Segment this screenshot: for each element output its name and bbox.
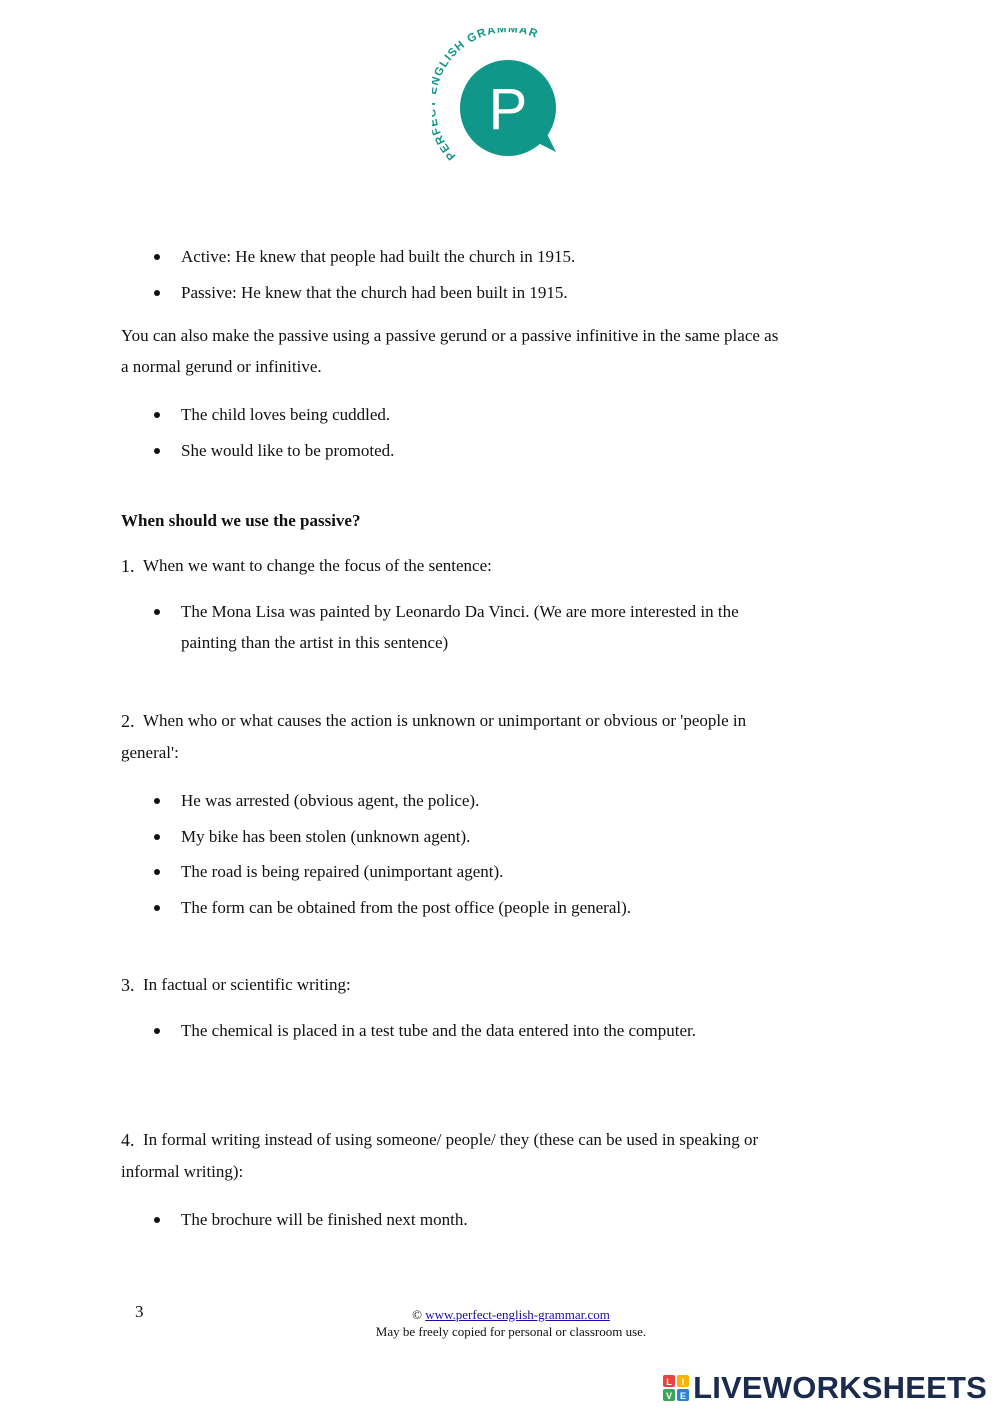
- website-link[interactable]: www.perfect-english-grammar.com: [425, 1307, 610, 1322]
- perfect-english-grammar-logo: [432, 28, 572, 168]
- list-item: The road is being repaired (unimportant agent).: [181, 860, 503, 884]
- liveworksheets-wordmark: LIVEWORKSHEETS: [693, 1370, 987, 1405]
- list-item: Passive: He knew that the church had been built in 1915.: [181, 281, 568, 305]
- footer-copyright: [311, 1306, 711, 1323]
- footer-note: May be freely copied for personal or classroom use.: [375, 1324, 647, 1339]
- svg-text:E: E: [680, 1391, 687, 1401]
- section-text: In formal writing instead of using someone/ people/ they (these can be used in speaking or: [143, 1130, 759, 1149]
- logo-arc-text: PER GLISH GRAMMAR: [432, 28, 541, 163]
- list-item: He was arrested (obvious agent, the police).: [181, 789, 479, 813]
- list-item: She would like to be promoted.: [181, 439, 394, 463]
- section-number: 4.: [121, 1130, 135, 1150]
- svg-text:L: L: [666, 1377, 672, 1387]
- copyright-symbol: ©: [412, 1307, 422, 1322]
- section-text: general':: [121, 743, 179, 762]
- liveworksheets-badge-icon: [663, 1375, 689, 1401]
- section-heading: When should we use the passive?: [121, 511, 361, 530]
- list-item: Active: He knew that people had built the church in 1915.: [181, 245, 575, 269]
- list-item: The child loves being cuddled.: [181, 403, 390, 427]
- svg-text:I: I: [681, 1377, 685, 1387]
- paragraph-line: a normal gerund or infinitive.: [121, 357, 322, 376]
- liveworksheets-watermark: [663, 1370, 987, 1406]
- logo-graphic: [432, 28, 572, 168]
- list-item: The brochure will be finished next month.: [181, 1208, 468, 1232]
- section-number: 1.: [121, 556, 135, 576]
- list-item: My bike has been stolen (unknown agent).: [181, 825, 470, 849]
- section-text: When who or what causes the action is unknown or unimportant or obvious or 'people in: [143, 711, 747, 730]
- list-item: The Mona Lisa was painted by Leonardo Da Vinci. (We are more interested in the: [181, 600, 739, 624]
- section-number: 3.: [121, 975, 135, 995]
- section-text: informal writing):: [121, 1162, 244, 1181]
- section-text: When we want to change the focus of the sentence:: [143, 556, 492, 575]
- section-text: In factual or scientific writing:: [143, 975, 351, 994]
- list-item: The chemical is placed in a test tube and the data entered into the computer.: [181, 1019, 696, 1043]
- section-number: 2.: [121, 711, 135, 731]
- page-number: 3: [135, 1302, 144, 1321]
- logo-letter: P: [488, 77, 528, 142]
- svg-text:V: V: [666, 1391, 673, 1401]
- paragraph-line: You can also make the passive using a passive gerund or a passive infinitive in the same place as: [121, 326, 779, 345]
- list-item: The form can be obtained from the post office (people in general).: [181, 896, 631, 920]
- list-item-continuation: painting than the artist in this sentence): [181, 633, 449, 652]
